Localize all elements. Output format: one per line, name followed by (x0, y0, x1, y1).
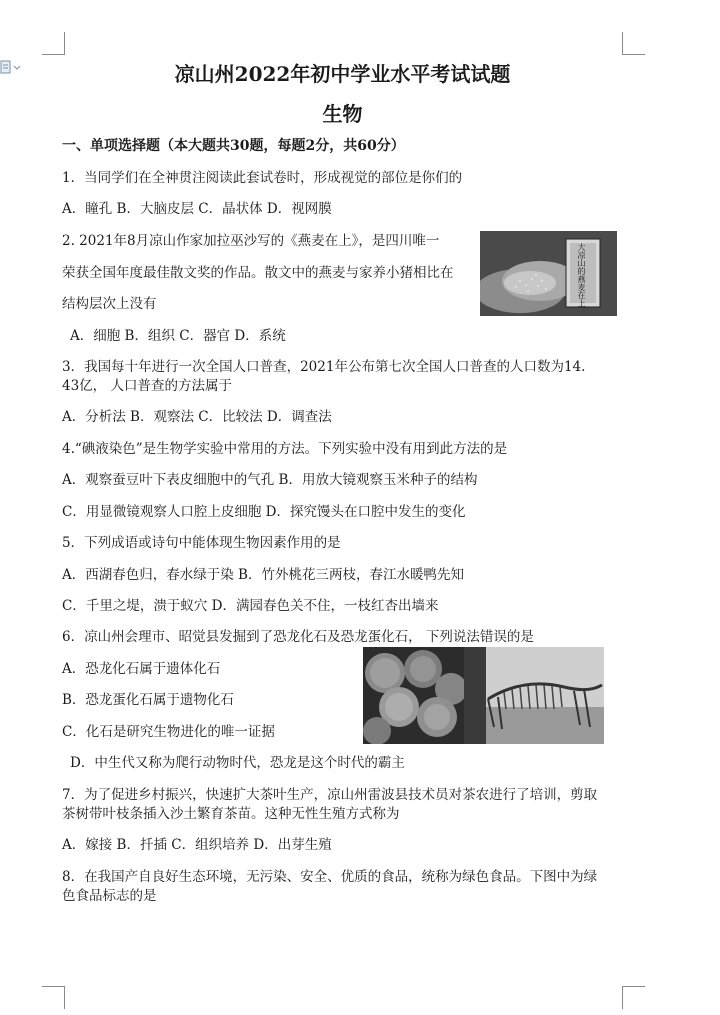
question-7-line-1: 7．为了促进乡村振兴，快速扩大茶叶生产，凉山州雷波县技术员对茶农进行了培训，剪取 (62, 787, 598, 803)
oat-book-illustration (480, 231, 617, 316)
question-5: 5．下列成语或诗句中能体现生物因素作用的是 (62, 535, 341, 551)
question-2-line-2: 荣获全国年度最佳散文奖的作品。散文中的燕麦与家养小猪相比在 (62, 265, 454, 281)
crop-mark-bottom-left (42, 986, 65, 1009)
question-5-options-ab: A．西湖春色归，春水绿于染 B．竹外桃花三两枝，春江水暖鸭先知 (62, 567, 464, 583)
page-subtitle: 生物 (322, 102, 363, 126)
question-6-option-c: C．化石是研究生物进化的唯一证据 (62, 724, 275, 740)
question-2-options: A．细胞 B．组织 C．器官 D．系统 (70, 328, 286, 344)
book-cover-text: 大凉山的燕麦在上 (577, 243, 586, 307)
crop-mark-top-right (622, 32, 645, 55)
crop-mark-bottom-right (622, 986, 645, 1009)
page-title: 凉山州2022年初中学业水平考试试题 (174, 62, 511, 86)
question-2-line-3: 结构层次上没有 (62, 296, 157, 312)
question-4: 4.“碘液染色”是生物学实验中常用的方法。下列实验中没有用到此方法的是 (62, 441, 508, 457)
dinosaur-skeleton-photo (464, 647, 604, 744)
question-4-options-cd: C．用显微镜观察人口腔上皮细胞 D．探究馒头在口腔中发生的变化 (62, 504, 466, 520)
oat-book-photo (480, 231, 617, 316)
dinosaur-eggs-photo (363, 647, 465, 744)
question-5-options-cd: C．千里之堤，溃于蚁穴 D．满园春色关不住，一枝红杏出墙来 (62, 598, 439, 614)
section-heading: 一、单项选择题（本大题共30题，每题2分，共60分） (62, 138, 405, 154)
question-8-line-1: 8．在我国产自良好生态环境，无污染、安全、优质的食品，统称为绿色食品。下图中为绿 (62, 869, 598, 885)
question-1: 1．当同学们在全神贯注阅读此套试卷时，形成视觉的部位是你们的 (62, 170, 463, 186)
question-6-option-b: B．恐龙蛋化石属于遗物化石 (62, 692, 234, 708)
question-8-line-2: 色食品标志的是 (62, 888, 157, 904)
question-6: 6．凉山州会理市、昭觉县发掘到了恐龙化石及恐龙蛋化石， 下列说法错误的是 (62, 629, 534, 645)
question-1-options: A．瞳孔 B．大脑皮层 C．晶状体 D．视网膜 (62, 201, 332, 217)
crop-mark-top-left (42, 32, 65, 55)
question-6-option-a: A．恐龙化石属于遗体化石 (62, 661, 221, 677)
question-3-options: A．分析法 B．观察法 C．比较法 D．调查法 (62, 409, 332, 425)
question-2-line-1: 2. 2021年8月凉山作家加拉巫沙写的《燕麦在上》，是四川唯一 (62, 233, 440, 249)
question-7-options: A．嫁接 B．扦插 C．组织培养 D．出芽生殖 (62, 837, 332, 853)
question-7-line-2: 茶树带叶枝条插入沙土繁育茶苗。这种无性生殖方式称为 (62, 806, 400, 822)
question-3-line-1: 3．我国每十年进行一次全国人口普查，2021年公布第七次全国人口普查的人口数为14. (62, 359, 586, 375)
question-3-line-2: 43亿， 人口普查的方法属于 (62, 378, 232, 394)
question-6-option-d: D．中生代又称为爬行动物时代，恐龙是这个时代的霸主 (70, 755, 405, 771)
question-4-options-ab: A．观察蚕豆叶下表皮细胞中的气孔 B．用放大镜观察玉米种子的结构 (62, 472, 478, 488)
